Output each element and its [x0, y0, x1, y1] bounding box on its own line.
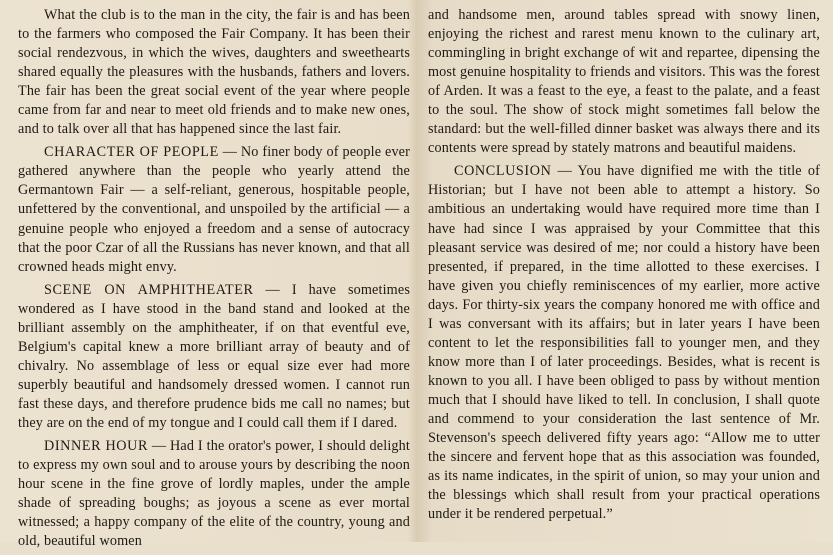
left-column — [18, 6, 410, 555]
paragraph-character-of-people — [18, 143, 410, 276]
paragraph-text: — I have sometimes wondered as I have stood in the band stand and looked at the brilliant assembly on the amphitheater, if on that eventful eve, Belgium's capital knew a more brilliant array of beauty and of chivalry. No assemblage of less or equal size ever had more superbly beautiful and handsomely dressed women. I cannot run fast these days, and therefore prudence bids me call no names; but they are on the end of my tongue and I could call them if I dared. — [18, 281, 410, 431]
right-column — [428, 6, 820, 528]
paragraph-text: — Had I the orator's power, I should delight to express my own soul and to arouse yours by describing the noon hour scene in the fine grove of lordly maples, under the ample shade of spreading boughs; as joyous a scene as ever mortal witnessed; a happy company of the elite of the country, young and old, beautiful women — [18, 438, 410, 550]
section-heading: CONCLUSION — [454, 163, 552, 180]
section-heading: SCENE ON AMPHITHEATER — [44, 281, 254, 298]
paragraph-club-fair — [18, 6, 410, 139]
section-heading: CHARACTER OF PEOPLE — [44, 144, 219, 161]
paragraph-text: — You have dignified me with the title of Historian; but I have not been able to attempt a history. So ambitious an undertaking would have required more time than I have had since I was appraised by your Committee that this pleasant service was desired of me; nor could a history have been presented, if prepared, in the time allotted to these exercises. I have given you chiefly reminiscences of my earlier, more active days. For thirty-six years the company honored me with office and I was conversant with its affairs; but in later years I have been content to let the responsibilities fall to younger men, and they know more than I of later proceedings. Besides, what is recent is known to you all. I have been obliged to pass by without mention much that I should have liked to tell. In conclusion, I shall quote and commend to your consideration the last sentence of Mr. Stevenson's speech delivered fifty years ago: “Allow me to utter the sincere and fervent hope that as this association was founded, as its name indicates, in the spirit of union, so may your union and the blessings which shall result from your practical operations under it be rendered perpetual.” — [428, 163, 820, 523]
paragraph-conclusion — [428, 162, 820, 524]
paragraph-text: — No finer body of people ever gathered anywhere than the people who yearly attend the Germantown Fair — a self-reliant, generous, hospitable people, unfettered by the conventional, and unspoiled by the artificial — a genuine people who enjoyed a freedom and a sense of autocracy that the poor Czar of all the Russians has never known, and that all crowned heads might envy. — [18, 144, 411, 275]
paragraph-dinner-hour — [18, 437, 410, 551]
paragraph-scene-on-amphitheater — [18, 281, 410, 433]
paragraph-text: What the club is to the man in the city, the fair is and has been to the farmers who composed the Fair Company. It has been their social rendezvous, in which the wives, daughters and sweethearts shared equally the pleasures with the husbands, fathers and lovers. The fair has been the great social event of the year where people came from far and near to meet old friends and to make new ones, and to talk over all that has happened since the last fair. — [18, 7, 410, 138]
section-heading: DINNER HOUR — [44, 438, 149, 455]
paragraph-dinner-hour-continued: and handsome men, around tables spread with snowy linen, enjoying the richest and rarest menu known to the culinary art, commingling in bright exchange of wit and repartee, dipensing the most genuine hospitality to friends and visitors. This was the forest of Arden. It was a feast to the eye, a feast to the palate, and a feast to the soul. The show of stock might sometimes fall below the standard: but the well-filled dinner basket was always there and its contents were spread by stately matrons and beautiful maidens. — [428, 7, 820, 157]
